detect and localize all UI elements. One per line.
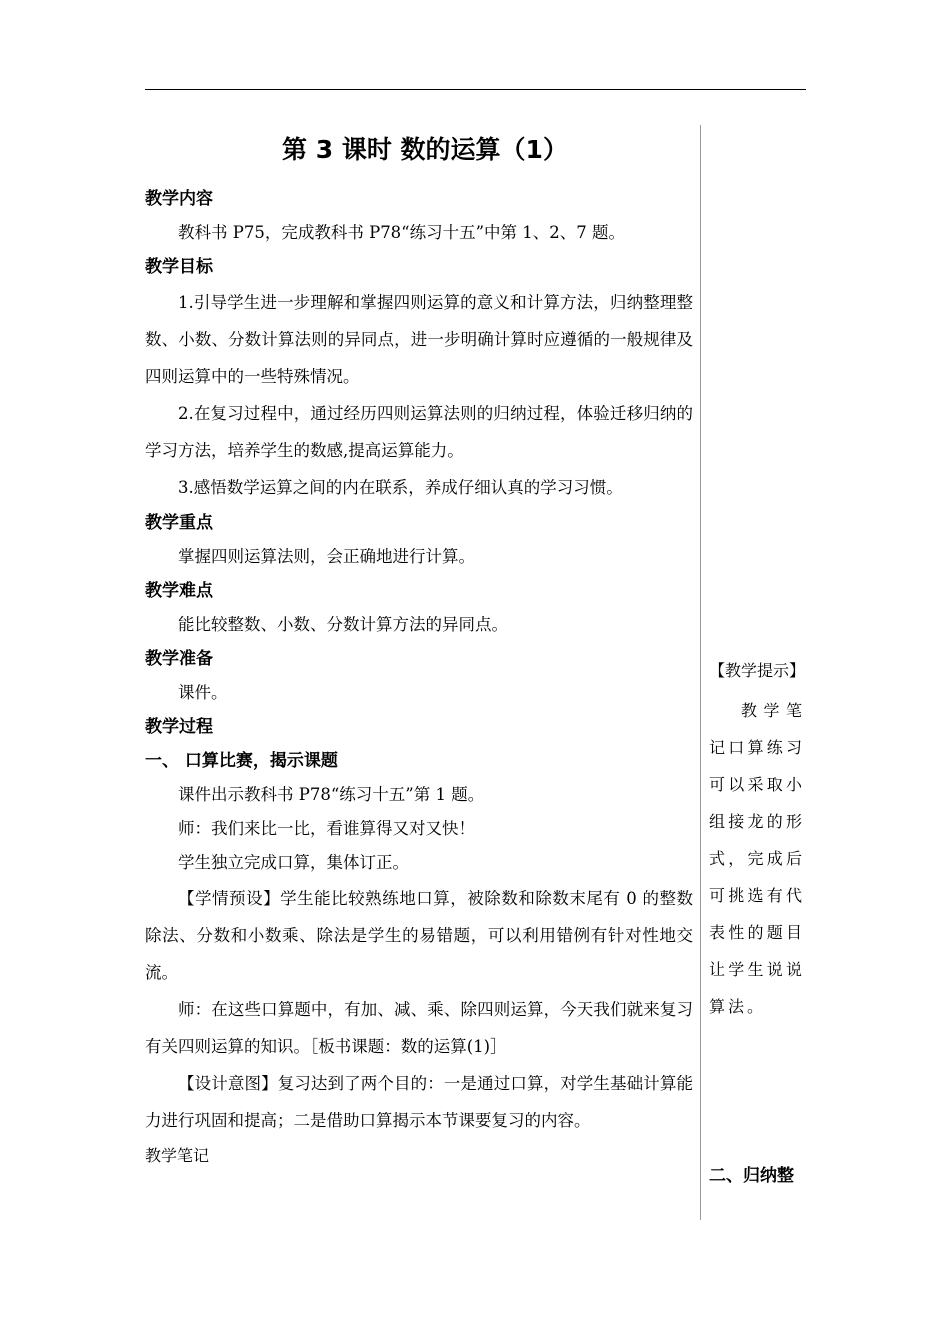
step1-p6: 【设计意图】复习达到了两个目的：一是通过口算，对学生基础计算能力进行巩固和提高；二是借助口算揭示本节课要复习的内容。 [145, 1074, 693, 1130]
prep-text: 课件。 [178, 683, 228, 702]
goal-3: 3.感悟数学运算之间的内在联系，养成仔细认真的学习习惯。 [178, 478, 623, 497]
difficulty-text: 能比较整数、小数、分数计算方法的异同点。 [178, 615, 508, 634]
page-title: 第 3 课时 数的运算（1） [282, 135, 568, 164]
margin-sidebar [709, 654, 806, 1186]
goal-2: 2.在复习过程中，通过经历四则运算法则的归纳过程，体验迁移归纳的学习方法，培养学生的数感,提高运算能力。 [145, 404, 693, 460]
step1-p5: 师：在这些口算题中，有加、减、乘、除四则运算，今天我们就来复习有关四则运算的知识。［板书课题：数的运算(1)］ [145, 1000, 693, 1056]
tip-text [709, 692, 805, 1025]
main-column [145, 126, 693, 1173]
step1-heading: 一、 口算比赛，揭示课题 [145, 751, 338, 771]
step1-p2: 师：我们来比一比，看谁算得又对又快！ [178, 819, 475, 838]
next-section-heading: 二、归纳整 [709, 1166, 794, 1186]
notes-label: 教学笔记 [145, 1146, 210, 1165]
process-heading: 教学过程 [145, 717, 213, 737]
key-heading: 教学重点 [145, 513, 213, 533]
content-heading: 教学内容 [145, 189, 213, 209]
difficulty-heading: 教学难点 [145, 581, 213, 601]
content-text: 教科书 P75，完成教科书 P78“练习十五”中第 1、2、7 题。 [178, 223, 626, 242]
header-rule [145, 89, 806, 90]
tip-text-content: 教学笔记口算练习可以采取小组接龙的形式，完成后可挑选有代表性的题目让学生说说算法。 [709, 701, 805, 1016]
step1-p4: 【学情预设】学生能比较熟练地口算，被除数和除数末尾有 0 的整数除法、分数和小数乘、除法是学生的易错题，可以利用错例有针对性地交流。 [145, 889, 693, 982]
tip-title: 【教学提示】 [709, 661, 806, 680]
goal-1: 1.引导学生进一步理解和掌握四则运算的意义和计算方法，归纳整理整数、小数、分数计算法则的异同点，进一步明确计算时应遵循的一般规律及四则运算中的一些特殊情况。 [145, 293, 693, 386]
prep-heading: 教学准备 [145, 649, 213, 669]
step1-p3: 学生独立完成口算，集体订正。 [178, 853, 409, 872]
key-text: 掌握四则运算法则，会正确地进行计算。 [178, 547, 475, 566]
goals-heading: 教学目标 [145, 257, 213, 277]
margin-divider [700, 125, 701, 1220]
step1-p1: 课件出示教科书 P78“练习十五”第 1 题。 [178, 785, 485, 804]
